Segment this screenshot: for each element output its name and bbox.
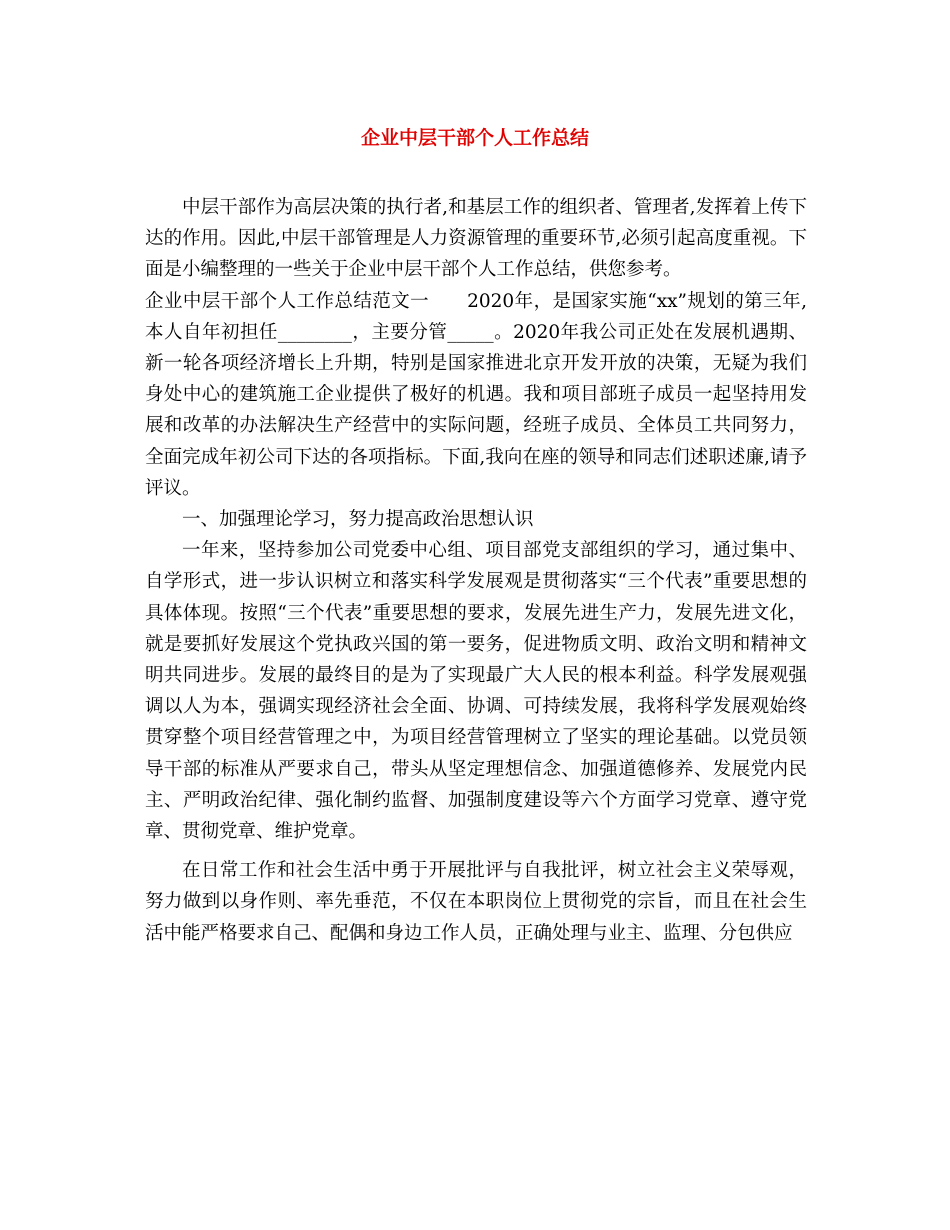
body-paragraph: 在日常工作和社会生活中勇于开展批评与自我批评，树立社会主义荣辱观，努力做到以身作则、率先垂范，不仅在本职岗位上贯彻党的宗旨，而且在社会生活中能严格要求自己、配偶和身边工作人员，正确处理与业主、监理、分包供应 <box>145 860 807 944</box>
sample-paragraph <box>145 286 807 504</box>
body-paragraph: 一年来，坚持参加公司党委中心组、项目部党支部组织的学习，通过集中、自学形式，进一步认识树立和落实科学发展观是贯彻落实“三个代表”重要思想的具体体现。按照“三个代表”重要思想的要求，发展先进生产力，发展先进文化，就是要抓好发展这个党执政兴国的第一要务，促进物质文明、政治文明和精神文明共同进步。发展的最终目的是为了实现最广大人民的根本利益。科学发展观强调以人为本，强调实现经济社会全面、协调、可持续发展，我将科学发展观始终贯穿整个项目经营管理之中，为项目经营管理树立了坚实的理论基础。以党员领导干部的标准从严要求自己，带头从坚定理想信念、加强道德修养、发展党内民主、严明政治纪律、强化制约监督、加强制度建设等六个方面学习党章、遵守党章、贯彻党章、维护党章。 <box>145 540 807 843</box>
sample-text: 2020年，是国家实施“xx”规划的第三年,本人自年初担任________，主要分管_____。2020年我公司正处在发展机遇期、新一轮各项经济增长上升期，特别是国家推进北京开发开放的决策，无疑为我们身处中心的建筑施工企业提供了极好的机遇。我和项目部班子成员一起坚持用发展和改革的办法解决生产经营中的实际问题，经班子成员、全体员工共同努力，全面完成年初公司下达的各项指标。下面,我向在座的领导和同志们述职述廉,请予评议。 <box>145 290 807 499</box>
document-body <box>145 192 807 949</box>
section-heading: 一、加强理论学习，努力提高政治思想认识 <box>182 509 534 531</box>
sample-heading: 企业中层干部个人工作总结范文一 <box>145 290 430 312</box>
intro-paragraph: 中层干部作为高层决策的执行者,和基层工作的组织者、管理者,发挥着上传下达的作用。因此,中层干部管理是人力资源管理的重要环节,必须引起高度重视。下面是小编整理的一些关于企业中层干部个人工作总结，供您参考。 <box>145 197 807 281</box>
document-title: 企业中层干部个人工作总结 <box>360 127 589 149</box>
